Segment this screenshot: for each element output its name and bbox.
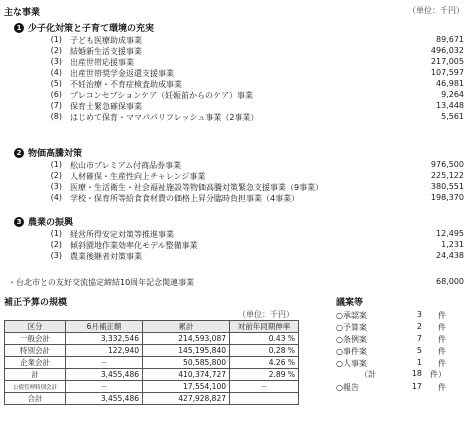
june-amount-cell: 3,455,486 [66,393,143,405]
budget-scale-heading: 補正予算の規模 [4,298,68,308]
project-amount: 12,495 [436,229,464,238]
cumulative-cell: 17,554,100 [143,381,230,393]
project-number: (6) [50,90,62,99]
growth-cell [230,393,299,405]
project-name: 出産世帯奨学金返還支援事業 [70,69,174,78]
project-row [0,229,474,240]
june-amount-cell: － [66,381,143,393]
project-amount: 198,370 [430,193,464,202]
project-name: 保育士緊急確保事業 [70,102,142,111]
project-row [0,112,474,123]
bill-unit: 件 [438,311,446,320]
category-cell: 特別会計 [5,345,66,357]
bill-type: ○事件案 [336,347,367,356]
col-header-cumulative: 累計 [143,321,230,333]
project-row [0,160,474,171]
project-number: (7) [50,101,62,110]
bill-type: ○人事案 [336,359,367,368]
project-row [0,251,474,262]
project-number: (1) [50,229,62,238]
col-header-category: 区分 [5,321,66,333]
project-name: はじめて保育・ママパパリフレッシュ事業（2事業） [70,113,259,122]
section-1-heading [14,21,154,34]
section-1-title: 少子化対策と子育て環境の充実 [28,24,155,34]
bill-row [336,310,446,321]
category-cell: 計 [5,369,66,381]
table-row [5,345,299,357]
project-row [0,68,474,79]
bill-row [336,358,446,369]
growth-cell: 2.89 % [230,369,299,381]
project-amount: 5,561 [441,112,464,121]
june-amount-cell: － [66,357,143,369]
project-name: 人材確保・生産性向上チャレンジ事業 [70,172,206,181]
project-amount: 225,122 [430,171,464,180]
bill-type: ○承認案 [336,311,367,320]
project-row [0,46,474,57]
report-unit: 件 [438,383,446,392]
cumulative-cell: 410,374,727 [143,369,230,381]
project-row [0,171,474,182]
category-cell: 合計 [5,393,66,405]
project-row [0,57,474,68]
bill-row [336,334,446,345]
project-number: (2) [50,46,62,55]
project-row [0,90,474,101]
category-cell: 企業会計 [5,357,66,369]
bill-type: ○予算案 [336,323,367,332]
category-cell: 公債管理特別会計 [5,381,66,393]
bill-unit: 件 [438,323,446,332]
bills-total-count: 18 [411,369,422,378]
project-number: (3) [50,251,62,260]
bill-unit: 件 [438,347,446,356]
bill-count: 1 [416,358,422,367]
table-row [5,381,299,393]
project-amount: 9,264 [441,90,464,99]
project-number: (1) [50,35,62,44]
project-amount: 976,500 [430,160,464,169]
project-number: (4) [50,68,62,77]
budget-table-header [5,321,299,333]
report-label: ○報告 [336,383,359,392]
project-row [0,240,474,251]
special-project-amount: 68,000 [436,277,464,286]
cumulative-cell: 145,195,840 [143,345,230,357]
special-project-row [0,277,474,288]
project-number: (5) [50,79,62,88]
report-count: 17 [411,382,422,391]
project-row [0,101,474,112]
project-amount: 1,231 [441,240,464,249]
bill-count: 7 [416,334,422,343]
growth-cell: 0.43 % [230,333,299,345]
project-number: (2) [50,240,62,249]
project-amount: 107,597 [430,68,464,77]
project-amount: 24,438 [436,251,464,260]
bill-type: ○条例案 [336,335,367,344]
project-number: (3) [50,182,62,191]
special-project-name: ・台北市との友好交流協定締結10周年記念関連事業 [8,278,195,287]
budget-unit-label: （単位：千円） [238,310,294,319]
section-3-heading [14,215,73,228]
project-name: プレコンセプションケア（妊娠前からのケア）事業 [70,91,254,100]
col-header-growth: 対前年同期伸率 [230,321,299,333]
project-row [0,79,474,90]
table-row [5,333,299,345]
number-3-badge: 3 [14,217,24,227]
bill-count: 5 [416,346,422,355]
project-name: 経営所得安定対策等推進事業 [70,230,174,239]
project-number: (2) [50,171,62,180]
category-cell: 一般会計 [5,333,66,345]
project-amount: 13,448 [436,101,464,110]
project-name: 松山市プレミアム付商品券事業 [70,161,182,170]
project-number: (3) [50,57,62,66]
cumulative-cell: 214,593,087 [143,333,230,345]
project-name: 不妊治療・不育症検査助成事業 [70,80,182,89]
growth-cell: － [230,381,299,393]
cumulative-cell: 427,928,827 [143,393,230,405]
june-amount-cell: 3,332,546 [66,333,143,345]
project-amount: 89,671 [436,35,464,44]
project-name: 子ども医療助成事業 [70,36,142,45]
cumulative-cell: 50,585,800 [143,357,230,369]
bill-count: 3 [416,310,422,319]
project-amount: 217,005 [430,57,464,66]
project-name: 結婚新生活支援事業 [70,47,142,56]
growth-cell: 4.26 % [230,357,299,369]
project-row [0,182,474,193]
bills-total-row [336,369,446,380]
col-header-june-amount: 6月補正額 [66,321,143,333]
project-name: 学校・保育所等給食食材費の価格上昇分臨時負担事業（4事業） [70,194,300,203]
section-2-title: 物価高騰対策 [28,149,83,159]
section-heading-main-projects: 主な事業 [4,8,41,18]
project-name: 傾斜園地作業効率化モデル整備事業 [70,241,198,250]
project-amount: 46,981 [436,79,464,88]
project-row [0,193,474,204]
bill-row [336,346,446,357]
table-row [5,357,299,369]
bill-row [336,322,446,333]
june-amount-cell: 3,455,486 [66,369,143,381]
bills-total-unit: 件） [430,370,446,379]
bills-heading: 議案等 [336,298,364,308]
project-number: (4) [50,193,62,202]
project-name: 医療・生活衛生・社会福祉施設等物価高騰対策緊急支援事業（9事業） [70,183,324,192]
bill-count: 2 [416,322,422,331]
number-1-badge: 1 [14,23,24,33]
number-2-badge: 2 [14,148,24,158]
bill-unit: 件 [438,335,446,344]
project-number: (1) [50,160,62,169]
project-amount: 380,551 [430,182,464,191]
project-amount: 496,032 [430,46,464,55]
report-row [336,382,446,393]
project-name: 農業後継者対策事業 [70,252,142,261]
table-row [5,369,299,381]
june-amount-cell: 122,940 [66,345,143,357]
project-row [0,35,474,46]
section-2-heading [14,146,82,159]
budget-table [4,320,299,405]
unit-label: （単位：千円） [408,6,464,15]
table-row [5,393,299,405]
bills-total-label: （計 [360,370,376,379]
project-number: (8) [50,112,62,121]
project-name: 出産世帯応援事業 [70,58,134,67]
section-3-title: 農業の振興 [28,218,74,228]
growth-cell: 0.28 % [230,345,299,357]
bill-unit: 件 [438,359,446,368]
